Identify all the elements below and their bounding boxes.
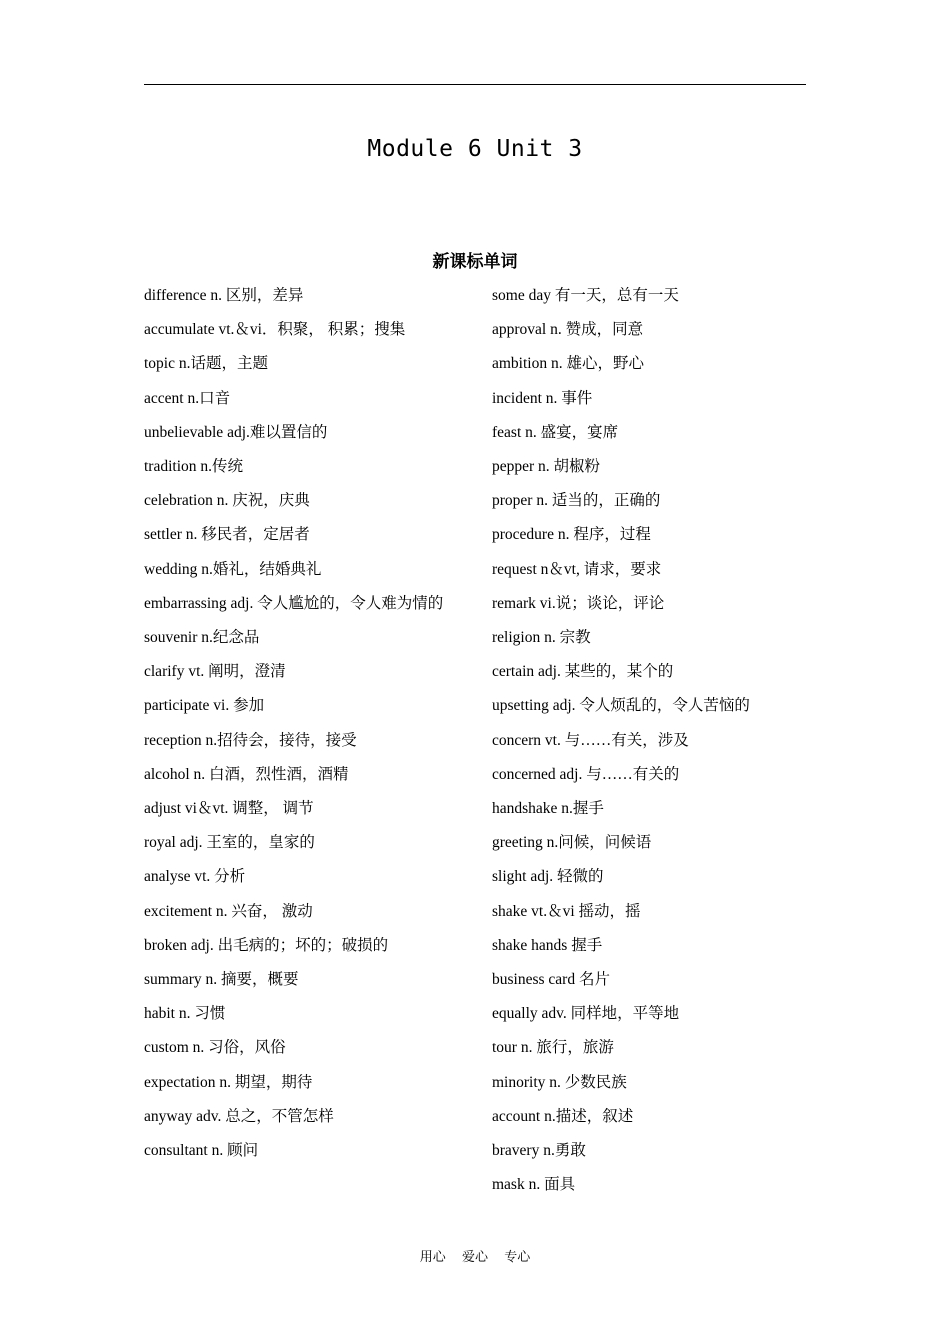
vocab-entry: certain adj. 某些的，某个的 <box>492 663 674 681</box>
section-heading: 新课标单词 <box>432 252 518 272</box>
vocab-entry: remark vi.说；谈论，评论 <box>492 594 665 612</box>
vocab-entry: summary n. 摘要，概要 <box>144 971 299 989</box>
vocab-entry: shake hands 握手 <box>492 936 603 954</box>
vocab-list-right <box>492 279 812 1202</box>
vocab-entry: expectation n. 期望，期待 <box>144 1073 313 1091</box>
vocab-entry: reception n.招待会，接待，接受 <box>144 731 357 749</box>
vocab-entry: royal adj. 王室的，皇家的 <box>144 834 315 852</box>
vocab-entry: pepper n. 胡椒粉 <box>492 458 601 476</box>
header-rule <box>144 84 806 85</box>
vocab-entry: minority n. 少数民族 <box>492 1073 627 1091</box>
vocab-entry: upsetting adj. 令人烦乱的，令人苦恼的 <box>492 697 750 715</box>
vocab-entry: bravery n.勇敢 <box>492 1142 586 1160</box>
vocab-entry: adjust vi＆vt. 调整， 调节 <box>144 800 314 818</box>
vocab-entry: concerned adj. 与……有关的 <box>492 765 680 783</box>
vocab-entry: greeting n.问候，问候语 <box>492 834 652 852</box>
vocab-entry: procedure n. 程序，过程 <box>492 526 651 544</box>
page-title: Module 6 Unit 3 <box>367 136 583 162</box>
page-footer: 用心 爱心 专心 <box>419 1250 531 1265</box>
vocab-entry: excitement n. 兴奋， 激动 <box>144 902 313 920</box>
vocab-entry: custom n. 习俗，风俗 <box>144 1039 286 1057</box>
vocab-entry: proper n. 适当的，正确的 <box>492 492 661 510</box>
vocab-entry: consultant n. 顾问 <box>144 1142 259 1160</box>
vocab-entry: incident n. 事件 <box>492 389 593 407</box>
vocab-entry: accumulate vt.＆vi．积聚， 积累；搜集 <box>144 321 406 339</box>
vocab-list-left <box>144 279 464 1168</box>
vocab-entry: handshake n.握手 <box>492 800 604 818</box>
vocab-entry: wedding n.婚礼，结婚典礼 <box>144 560 322 578</box>
vocab-entry: souvenir n.纪念品 <box>144 629 260 647</box>
vocab-entry: anyway adv. 总之，不管怎样 <box>144 1107 334 1125</box>
vocab-entry: business card 名片 <box>492 971 610 989</box>
vocab-entry: topic n.话题，主题 <box>144 355 268 373</box>
vocab-entry: equally adv. 同样地，平等地 <box>492 1005 680 1023</box>
vocab-entry: broken adj. 出毛病的；坏的；破损的 <box>144 936 389 954</box>
vocab-entry: difference n. 区别，差异 <box>144 287 304 304</box>
vocab-entry: settler n. 移民者，定居者 <box>144 526 310 544</box>
vocab-entry: participate vi. 参加 <box>144 697 265 715</box>
vocab-entry: slight adj. 轻微的 <box>492 868 604 886</box>
vocab-entry: concern vt. 与……有关，涉及 <box>492 731 689 749</box>
vocab-entry: approval n. 赞成，同意 <box>492 321 644 339</box>
vocab-entry: request n＆vt, 请求，要求 <box>492 560 662 578</box>
vocab-entry: account n.描述，叙述 <box>492 1107 634 1125</box>
vocab-entry: shake vt.＆vi 摇动，摇 <box>492 902 641 920</box>
vocab-entry: religion n. 宗教 <box>492 629 591 647</box>
vocab-entry: alcohol n. 白酒，烈性酒，酒精 <box>144 765 349 783</box>
vocab-entry: tour n. 旅行，旅游 <box>492 1039 614 1057</box>
vocab-entry: mask n. 面具 <box>492 1176 576 1194</box>
vocab-entry: feast n. 盛宴，宴席 <box>492 423 619 441</box>
vocab-entry: ambition n. 雄心，野心 <box>492 355 644 373</box>
vocab-entry: clarify vt. 阐明，澄清 <box>144 663 286 681</box>
vocab-entry: embarrassing adj. 令人尴尬的，令人难为情的 <box>144 594 444 612</box>
vocab-entry: habit n. 习惯 <box>144 1005 226 1023</box>
vocab-entry: analyse vt. 分析 <box>144 868 246 886</box>
vocab-entry: celebration n. 庆祝，庆典 <box>144 492 310 510</box>
vocab-entry: some day 有一天，总有一天 <box>492 287 679 304</box>
vocab-entry: unbelievable adj.难以置信的 <box>144 423 328 441</box>
vocab-entry: accent n.口音 <box>144 389 231 407</box>
vocab-entry: tradition n.传统 <box>144 458 244 476</box>
